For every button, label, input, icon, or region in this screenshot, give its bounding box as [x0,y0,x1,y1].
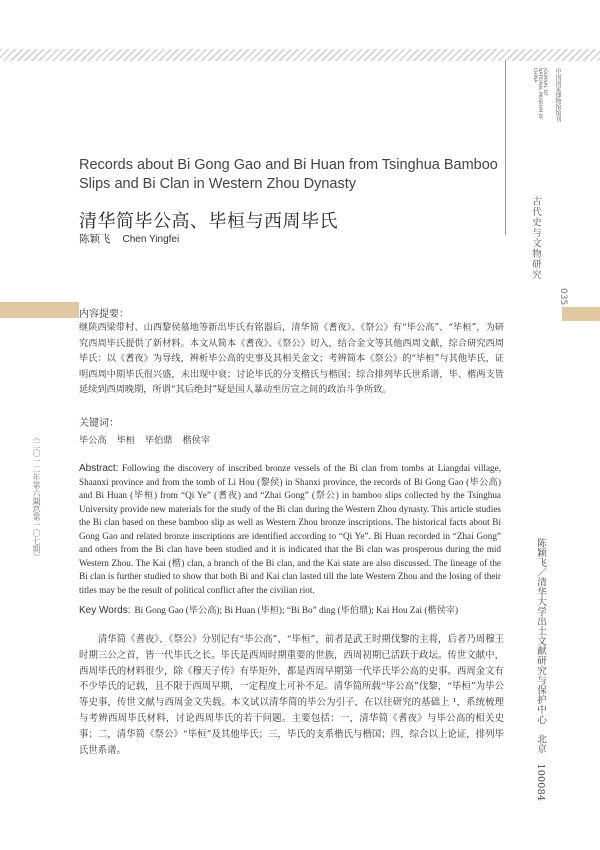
keyword: 毕公高 [79,435,107,446]
keyword: 楷侯宰 [182,435,211,446]
keywords-label: 关键词： [79,418,119,429]
keywords-en [79,602,509,616]
keyword: 毕桓 [116,435,135,446]
decor-band-right [562,307,600,321]
chinese-title: 清华简毕公高、毕桓与西周毕氏 [79,211,338,232]
author-en: Chen Yingfei [122,234,180,245]
abstract-label: Abstract: [79,463,119,474]
abstract-text: Following the discovery of inscribed bronze vessels of the Bi clan from tombs at Liangdai village, Shaanxi province and from the tomb of Li Hou (黎侯) in Shanxi province, the records of Bi Gong Gao (毕公高) and Bi Huan (毕桓) from “Qi Ye” (耆夜) and “Zhai Gong” (祭公) in bamboo slips collected by the Tsinghua University provide new materials for the study of the Bi clan during the Western Zhou dynasty. This article studies the Bi clan based on these bamboo slip as well as Western Zhou bronze inscriptions. The historical facts about Bi Gong Gao and related bronze inscriptions are identified according to “Qi Ye”. Bi Huan recorded in “Zhai Gong” and others from the Bi clan have been studied and it is indicated that the Bi clan was prosperous during the mid Western Zhou. The Kai (楷) clan, a branch of the Bi clan, and the Kai state are also discussed. The lineage of the Bi clan is further studied to show that both Bi and Kai clan lasted till the late Western Zhou and the losing of their titles may be the result of political conflict after the civilian riot. [79,463,501,595]
keywords-en-label: Key Words: [79,605,131,616]
section-label: 古代史与文物研究 [530,196,541,280]
author-cn: 陈颖飞 [79,233,111,245]
keywords-list [79,432,220,446]
body-paragraph: 清华简《耆夜》、《祭公》分别记有“毕公高”、“毕桓”，前者是武王时期伐黎的主将，后者乃周穆王时期三公之首，皆一代毕氏之长。毕氏是西周时期重要的世族，西周初期已活跃于政坛。传世文献中，西周毕氏的材料很少，除《穆天子传》有毕矩外，都是西周早期第一代毕氏毕公高的史事。西周金文有不少毕氏的记载，且不限于西周早期，一定程度上可补不足。清华简所载“毕公高”伐黎，“毕桓”为毕公等史事，传世文献与西周金文失载。本文试以清华简的毕公为引子，在以往研究的基础上 ¹，系统梳理与考辨西周毕氏材料，讨论西周毕氏的若干问题。主要包括：一，清华简《耆夜》与毕公高的相关史事；二，清华简《祭公》“毕桓”及其他毕氏；三，毕氏的支系楷氏与楷国；四，综合以上论证，排列毕氏世系谱。 [79,634,504,756]
journal-name-en: JOURNAL OF NATIONAL MUSEUM OF CHINA [532,68,547,120]
page-number: 035 [558,288,568,306]
summary-text: 继陕西梁带村、山西黎侯墓地等新出毕氏有铭器后，清华简《耆夜》、《祭公》有“毕公高”、“毕桓”，为研究西周毕氏提供了新材料。本文从简本《耆夜》、《祭公》切入，结合金文等其他西周文献，综合研究西周毕氏：以《耆夜》为导线，辨析毕公高的史事及其相关金文；考辨简本《祭公》的“毕桓”与其他毕氏，证明西周中期毕氏很兴盛，未出现中衰；讨论毕氏的分支楷氏与楷国；综合排列毕氏世系谱，毕、楷两支皆延续到西周晚期，所谓“其后绝封”疑是国人暴动至厉宣之间的政治斗争所致。 [79,322,504,395]
issue-label: （二〇一二年第六期） [32,433,41,513]
author-affiliation: 陈颖飞／清华大学出土文献研究与保护中心 北京 100084 [535,538,546,802]
summary-label: 内容提要： [79,309,129,320]
journal-name-cn: 中国国家博物馆馆刊 [554,68,561,122]
keywords-en-text: Bi Gong Gao (毕公高); Bi Huan (毕桓); “Bi Bo” ding (毕伯鼎); Kai Hou Zai (楷侯宰) [134,605,459,615]
total-issue-label: （总第一〇七期） [32,497,41,561]
author-line [79,231,179,246]
header-stripe [0,49,600,61]
english-title: Records about Bi Gong Gao and Bi Huan from Tsinghua Bamboo Slips and Bi Clan in Western Zhou Dynasty [79,157,498,192]
keyword: 毕伯鼎 [144,435,173,446]
decor-band-left [0,302,79,318]
journal-logo [532,68,566,148]
abstract [79,462,501,597]
divider-line [505,60,506,235]
main-body [79,632,504,758]
